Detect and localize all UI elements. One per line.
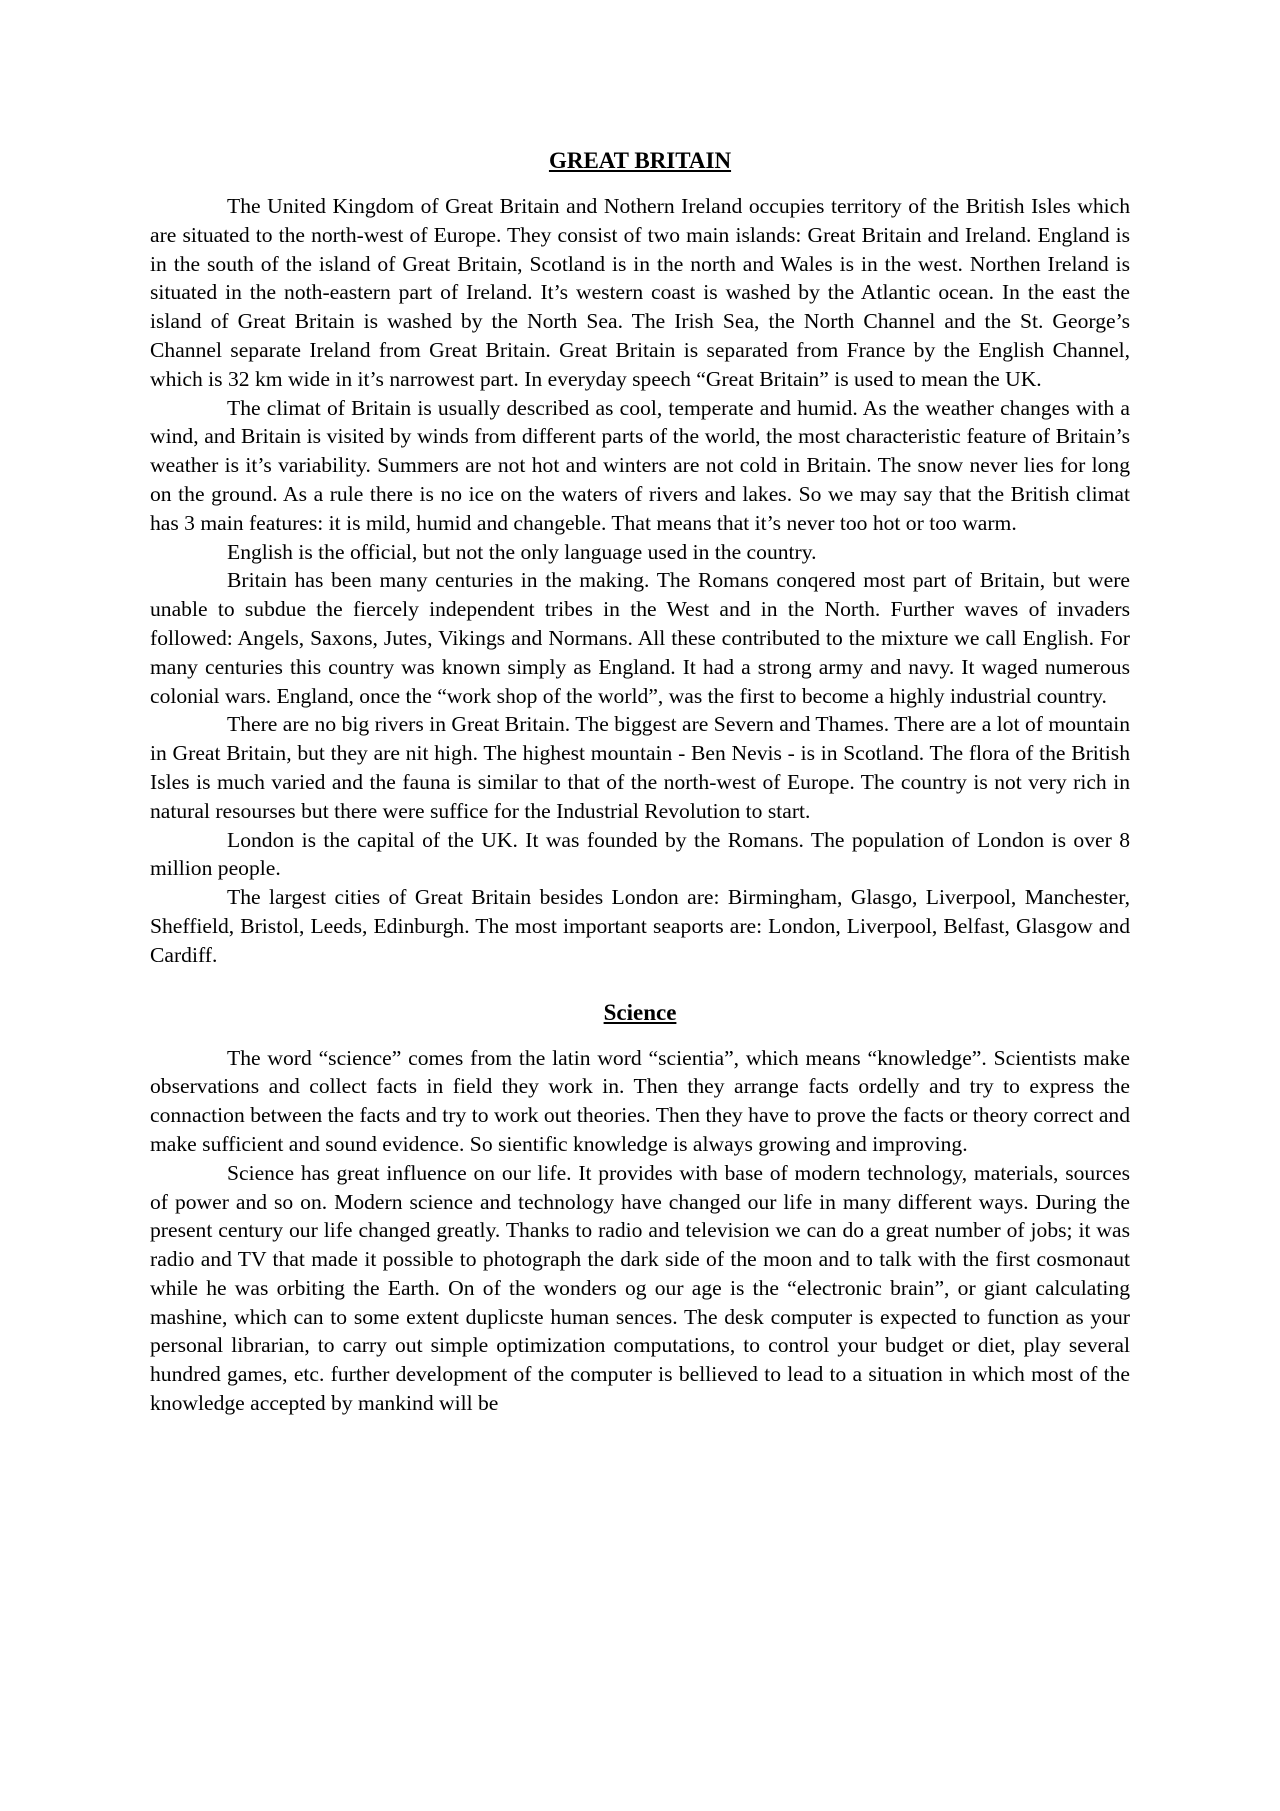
paragraph: The word “science” comes from the latin word “scientia”, which means “knowledge”. Scientists make observations and collect facts in field they work in. Then they arrange facts ordelly and try to express the connaction between the facts and try to work out theories. Then they have to prove the facts or theory correct and make sufficient and sound evidence. So sientific knowledge is always growing and improving. <box>150 1045 1130 1156</box>
paragraph: London is the capital of the UK. It was founded by the Romans. The population of London is over 8 million people. <box>150 827 1130 881</box>
section-title-great-britain: GREAT BRITAIN <box>548 148 732 173</box>
section-title-science: Science <box>603 999 677 1025</box>
paragraph: Science has great influence on our life. It provides with base of modern technology, materials, sources of power and so on. Modern science and technology have changed our life in many different ways. During the present century our life changed greatly. Thanks to radio and television we can do a great number of jobs; it was radio and TV that made it possible to photograph the dark side of the moon and to talk with the first cosmonaut while he was orbiting the Earth. On of the wonders og our age is the “electronic brain”, or giant calculating mashine, which can to some extent duplicste human sences. The desk computer is expected to function as your personal librarian, to carry out simple optimization computations, to control your budget or diet, play several hundred games, etc. further development of the computer is bellieved to lead to a situation in which most of the knowledge accepted by mankind will be <box>150 1160 1130 1416</box>
paragraph: The climat of Britain is usually described as cool, temperate and humid. As the weather changes with a wind, and Britain is visited by winds from different parts of the world, the most characteristic feature of Britain’s weather is it’s variability. Summers are not hot and winters are not cold in Britain. The snow never lies for long on the ground. As a rule there is no ice on the waters of rivers and lakes. So we may say that the British climat has 3 main features: it is mild, humid and changeble. That means that it’s never too hot or too warm. <box>150 395 1130 535</box>
paragraph: There are no big rivers in Great Britain. The biggest are Severn and Thames. There are a lot of mountain in Great Britain, but they are nit high. The highest mountain - Ben Nevis - is in Scotland. The flora of the British Isles is much varied and the fauna is similar to that of the north-west of Europe. The country is not very rich in natural resourses but there were suffice for the Industrial Revolution to start. <box>150 712 1130 823</box>
paragraph: English is the official, but not the only language used in the country. <box>227 539 817 564</box>
paragraph: Britain has been many centuries in the making. The Romans conqered most part of Britain, but were unable to subdue the fiercely independent tribes in the West and in the North. Further waves of invaders followed: Angels, Saxons, Jutes, Vikings and Normans. All these contributed to the mixture we call English. For many centuries this country was known simply as England. It had a strong army and navy. It waged numerous colonial wars. England, once the “work shop of the world”, was the first to become a highly industrial country. <box>150 568 1130 708</box>
paragraph: The United Kingdom of Great Britain and Nothern Ireland occupies territory of the British Isles which are situated to the north-west of Europe. They consist of two main islands: Great Britain and Ireland. England is in the south of the island of Great Britain, Scotland is in the north and Wales is in the west. Northen Ireland is situated in the noth-eastern part of Ireland. It’s western coast is washed by the Atlantic ocean. In the east the island of Great Britain is washed by the North Sea. The Irish Sea, the North Channel and the St. George’s Channel separate Ireland from Great Britain. Great Britain is separated from France by the English Channel, which is 32 km wide in it’s narrowest part. In everyday speech “Great Britain” is used to mean the UK. <box>150 194 1130 391</box>
paragraph: The largest cities of Great Britain besides London are: Birmingham, Glasgo, Liverpool, Manchester, Sheffield, Bristol, Leeds, Edinburgh. The most important seaports are: London, Liverpool, Belfast, Glasgow and Cardiff. <box>150 885 1130 967</box>
document-page <box>150 147 1130 1418</box>
